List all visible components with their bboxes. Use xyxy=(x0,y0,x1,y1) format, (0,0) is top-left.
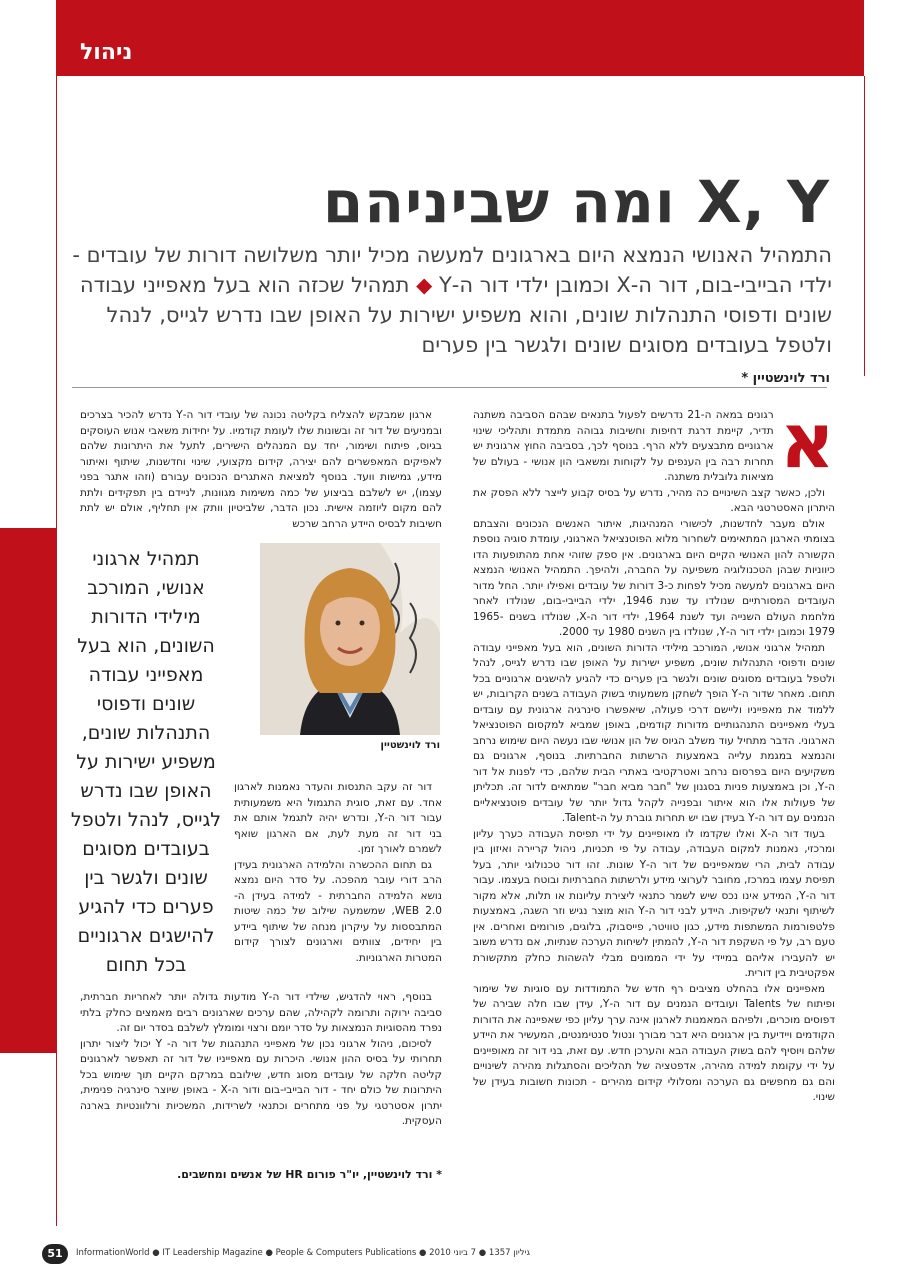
diamond-icon: ◆ xyxy=(409,273,433,297)
subtitle-part-1: התמהיל האנושי הנמצא היום בארגונים למעשה מכיל יותר משלושה דורות של עובדים - ילדי הבייבי-בום, דור ה-X וכמובן ילדי דור ה-Y xyxy=(72,243,832,297)
page-number: 51 xyxy=(42,1244,68,1264)
pull-quote: תמהיל ארגוני אנושי, המורכב מילידי הדורות השונים, הוא בעל מאפייני עבודה שונים ודפוסי התנהלות שונים, משפיע ישירות על האופן שבו נדרש לגייס, לנהל ולטפל בעובדים מסוגים שונים ולגשר בין פערים כדי להגיע להישגים ארגוניים בכל תחום xyxy=(70,548,222,976)
paragraph: בעוד דור ה-X ואלו שקדמו לו מאופיינים על ידי תפיסת העבודה כערך עליון ומרכזי, נאמנות למקום העבודה, עבודה על פי תכניות, ניהול קריירה ואיזון בין עבודה לבית, הרי שמאפיינים של דור ה-Y שונות. זהו דור טכנולוגי יותר, בעל תפיסת עצמו במרכז, מחובר לערוצי מידע ולרשתות החברתיות ובוטח בעצמו. עבור דור ה-Y, המידע אינו נכס שיש לשמר כתנאי ליצירת עליונות או תלות, אלא מקור לשיתוף ותנאי לשקיפות. היידע לבני דור ה-Y הוא מוצר נגיש וזר השגה, באמצעות פלטפורמות המשתפות מידע, כגון טוויטר, פייסבוק, בלוגים, פורומים ואחרים. אין טעם רב, על פי השקפת דור ה-Y, להמתין לשיחות הערכה שנתיות, אם נדרש משוב יש להעבירו אליהם במיידי על ידי הממונים מבלי להשהות כחלק מתקשורת אפקטיבית בין דורית. xyxy=(473,827,836,979)
frame-line-right xyxy=(864,76,865,376)
author-portrait-image xyxy=(260,543,440,735)
paragraph: רגונים במאה ה-21 נדרשים לפעול בתנאים שבהם הסביבה משתנה תדיר, קיימת דרגת דחיפות וחשיבות גבוהה מתמדת ותהליכי שינוי ארגוניים מתבצעים ללא הרף. בנוסף לכך, בסביבה החוץ ארגונית יש תחרות רבה בין הענפים על לקוחות ומשאבי הון אנושי - בעולם של מציאות גלובלית משתנה. xyxy=(473,409,774,483)
author-photo xyxy=(260,543,440,735)
article-title: X, Y ומה שביניהם xyxy=(322,168,830,236)
page-footer xyxy=(42,1244,842,1266)
paragraph: אולם מעבר לחדשנות, לכישורי המנהיגות, איתור האנשים הנכונים והצבתם בצומתי הארגון המתאימים לשחרור מלוא הפוטנציאל הארגוני, עומדת סוגיה נוספת הקשורה להון האנושי הקיים היום בארגונים. אין ספק שזוהי אחת מהתופעות הדו כיווניות שבהן הטכנולוגיה משפיעה על החברה, ולהיפך. התמהיל האנושי הנמצא היום בארגונים למעשה מכיל לפחות כ-3 דורות של עובדים ואפילו יותר. החל מדור העובדים המסורתיים שנולדו עד שנת 1946, ילדי הבייבי-בום, שנולדו לאחר מלחמת העולם השנייה ועד לשנת 1964, ילדי דור ה-X, שנולדו בשנים 1965-1979 וכמובן ילדי דור ה-Y, שנולדו בין השנים 1980 עד 2000. xyxy=(473,517,836,638)
article-column-left-bottom xyxy=(80,990,442,1130)
paragraph: דור זה עקב התנסות והעדר נאמנות לארגון אחד. עם זאת, סוגית התגמול היא משמעותית עבור דור ה-Y, ונדרש יהיה לתגמל אותם את בני דור זה מעת לעת, אם הארגון שואף לשמרם לאורך זמן. xyxy=(234,781,442,855)
frame-line-left xyxy=(56,76,57,1226)
article-column-left-middle xyxy=(234,780,442,966)
article-subtitle xyxy=(72,240,832,360)
paragraph: לסיכום, ניהול ארגוני נכון של מאפייני התנהגות של דור ה- Y יכול ליצור יתרון תחרותי על בסיס ההון אנושי. היכרות עם מאפייניו של דור זה תאפשר לארגונים קליטה חלקה של עובדים מסוג חדש, שילובם במרקם הקיים תוך שימוש בכל היתרונות של כולם יחד - דור הבייבי-בום ודור ה-X - באופן שיוצר סינרגיה פנימית, יתרון אסטרטגי על פני מתחרים וכתנאי לשרידות, המשכיות ורלוונטיות בארנה העסקית. xyxy=(80,1037,442,1127)
paragraph: מאפיינים אלו בהחלט מציבים רף חדש של התמודדות עם סוגיות של שימור ופיתוח של Talents ועובדים הנמנים עם דור ה-Y, עידן שבו חלה שבירה של דפוסים מוכרים, ולפיהם המאמנות לארגון אינה ערך עליון כפי שאפיינה את הדורות הקודמים ויידיעת בין ארגונים היא דבר מבורך ונטול סנטימנטים, המעשיר את היידע שלהם ויוסיף להם בשוק העבודה הבא והערכן חדש. עם זאת, בני דור זה מאופיינים על ידי עקומת למידה מהירה, אדפטציה של תהליכים והסתגלות מהירה לשינויים והם גם מחפשים גם הערכה ומסלולי קידום מהירים - תכונות חשובות בעידן של שינוי. xyxy=(473,982,835,1103)
side-accent-band xyxy=(0,528,56,1053)
author-note: * ורד לוינשטיין, יו"ר פורום HR של אנשים ומחשבים. xyxy=(177,1168,442,1181)
byline: ורד לוינשטיין * xyxy=(741,371,830,386)
article-column-left-top xyxy=(80,408,442,532)
article-column-right xyxy=(473,396,836,1106)
subtitle-part-2: תמהיל שכזה הוא בעל מאפייני עבודה שונים ודפוסי התנהלות שונים, והוא משפיע ישירות על האופן שבו נדרש לגייס, לנהל ולטפל בעובדים מסוגים שונים ולגשר בין פערים xyxy=(79,273,832,357)
drop-cap: א xyxy=(779,396,835,485)
photo-caption: ורד לוינשטיין xyxy=(380,740,440,751)
footer-publication-line: InformationWorld ● IT Leadership Magazine ● People & Computers Publications ● גיליון 1357 ● 7 ביוני 2010 xyxy=(76,1248,531,1258)
header-band xyxy=(56,0,864,76)
paragraph: בנוסף, ראוי להדגיש, שילדי דור ה-Y מודעות גדולה יותר לאחריות חברתית, סביבה ירוקה ותרומה לקהילה, שהם ערכים שארגונים רבים מאמצים כחלק בלתי נפרד מהסוגיות הנמצאות על סדר יומם ורצוי ומומלץ לשלבם בסדר יום זה. xyxy=(80,991,442,1034)
paragraph: ולכן, כאשר קצב השינויים כה מהיר, נדרש על בסיס קבוע לייצר ללא הפסק את היתרון האסטרטגי הבא. xyxy=(473,486,835,514)
paragraph: תמהיל ארגוני אנושי, המורכב מילידי הדורות השונים, הוא בעל מאפייני עבודה שונים ודפוסי התנהלות שונים, משפיע ישירות על האופן שבו נדרש לגייס, לנהל ולטפל בעובדים מסוגים שונים ולגשר בין פערים כדי להגיע להישגים ארגוניים בכל תחום. מאחר שדור ה-Y הופך לשחקן משמעותי בשוק העבודה בשנים הקרובות, יש ללמוד את מאפייניו וליישם דרכי פעולה, שיאפשרו סינרגיה ארגונית עם עובדים בעלי מאפיינים התנהגותיים מדורות קודמים, באופן שמביא למקסום הפוטנציאל הארגוני. הדבר מתחיל עוד משלב הגיוס של הון אנושי שבו נעשה היום שימוש נרחב והנמצא במגמת עלייה באמצעות הרשתות החברתיות. בנוסף, ארגונים גם משקיעים היום בפרסום נרחב ואטרקטיבי באתרי הבית שלהם, כדי לפנות אל דור ה-Y, וכן באמצעות פניות בסגנון של "חבר מביא חבר" שמתאים לדור זה. תכליתן של פעולות אלו הוא איתור ובפנייה לקהל גדול יותר של עובדים פוטנציאליים הנמנים עם דור ה-Y בעידן שבו יש תחרות גוברת על ה-Talent. xyxy=(473,641,835,824)
paragraph: ארגון שמבקש להצליח בקליטה נכונה של עובדי דור ה-Y נדרש להכיר בצרכים ובמניעים של דור זה ובשונות שלו לעומת קודמיו. על יחידות משאבי אנוש העוסקים בגיוס, פיתוח ושימור, יחד עם המנהלים הישירים, לתעל את היתרונות שלהם לאפיקים המאפשרים להם יצירה, קידום מקצועי, שינוי וחדשנות, שיתוף ואיתור מידע, גמישות וועד. בנוסף למציאת האתגרים הנכונים עבורם (וזהו אתגר בפני עצמו), יש לשלבם בביצוע של כמה משימות מגוונות, לניידם בין תפקידים ולתת להם מקום ליוזמה אישית. נכון הדבר, שלביטיון וותק אין תחליף, אולם יש לתת חשיבות לבסיס היידע הרחב שרכש xyxy=(80,409,442,530)
paragraph: גם תחום ההכשרה והלמידה הארגונית בעידן הרב דורי עובר מהפכה. על סדר היום נמצא נושא הלמידה החברתית - למידה בעידן ה-WEB 2.0, שמשמעה שילוב של כמה שיטות המתבססות על עיקרון מנחה של שיתוף ביידע בין יחידים, צוותים וארגונים לצורך קידום המטרות הארגוניות. xyxy=(234,858,442,964)
section-label: ניהול xyxy=(80,40,133,65)
divider xyxy=(72,387,827,388)
